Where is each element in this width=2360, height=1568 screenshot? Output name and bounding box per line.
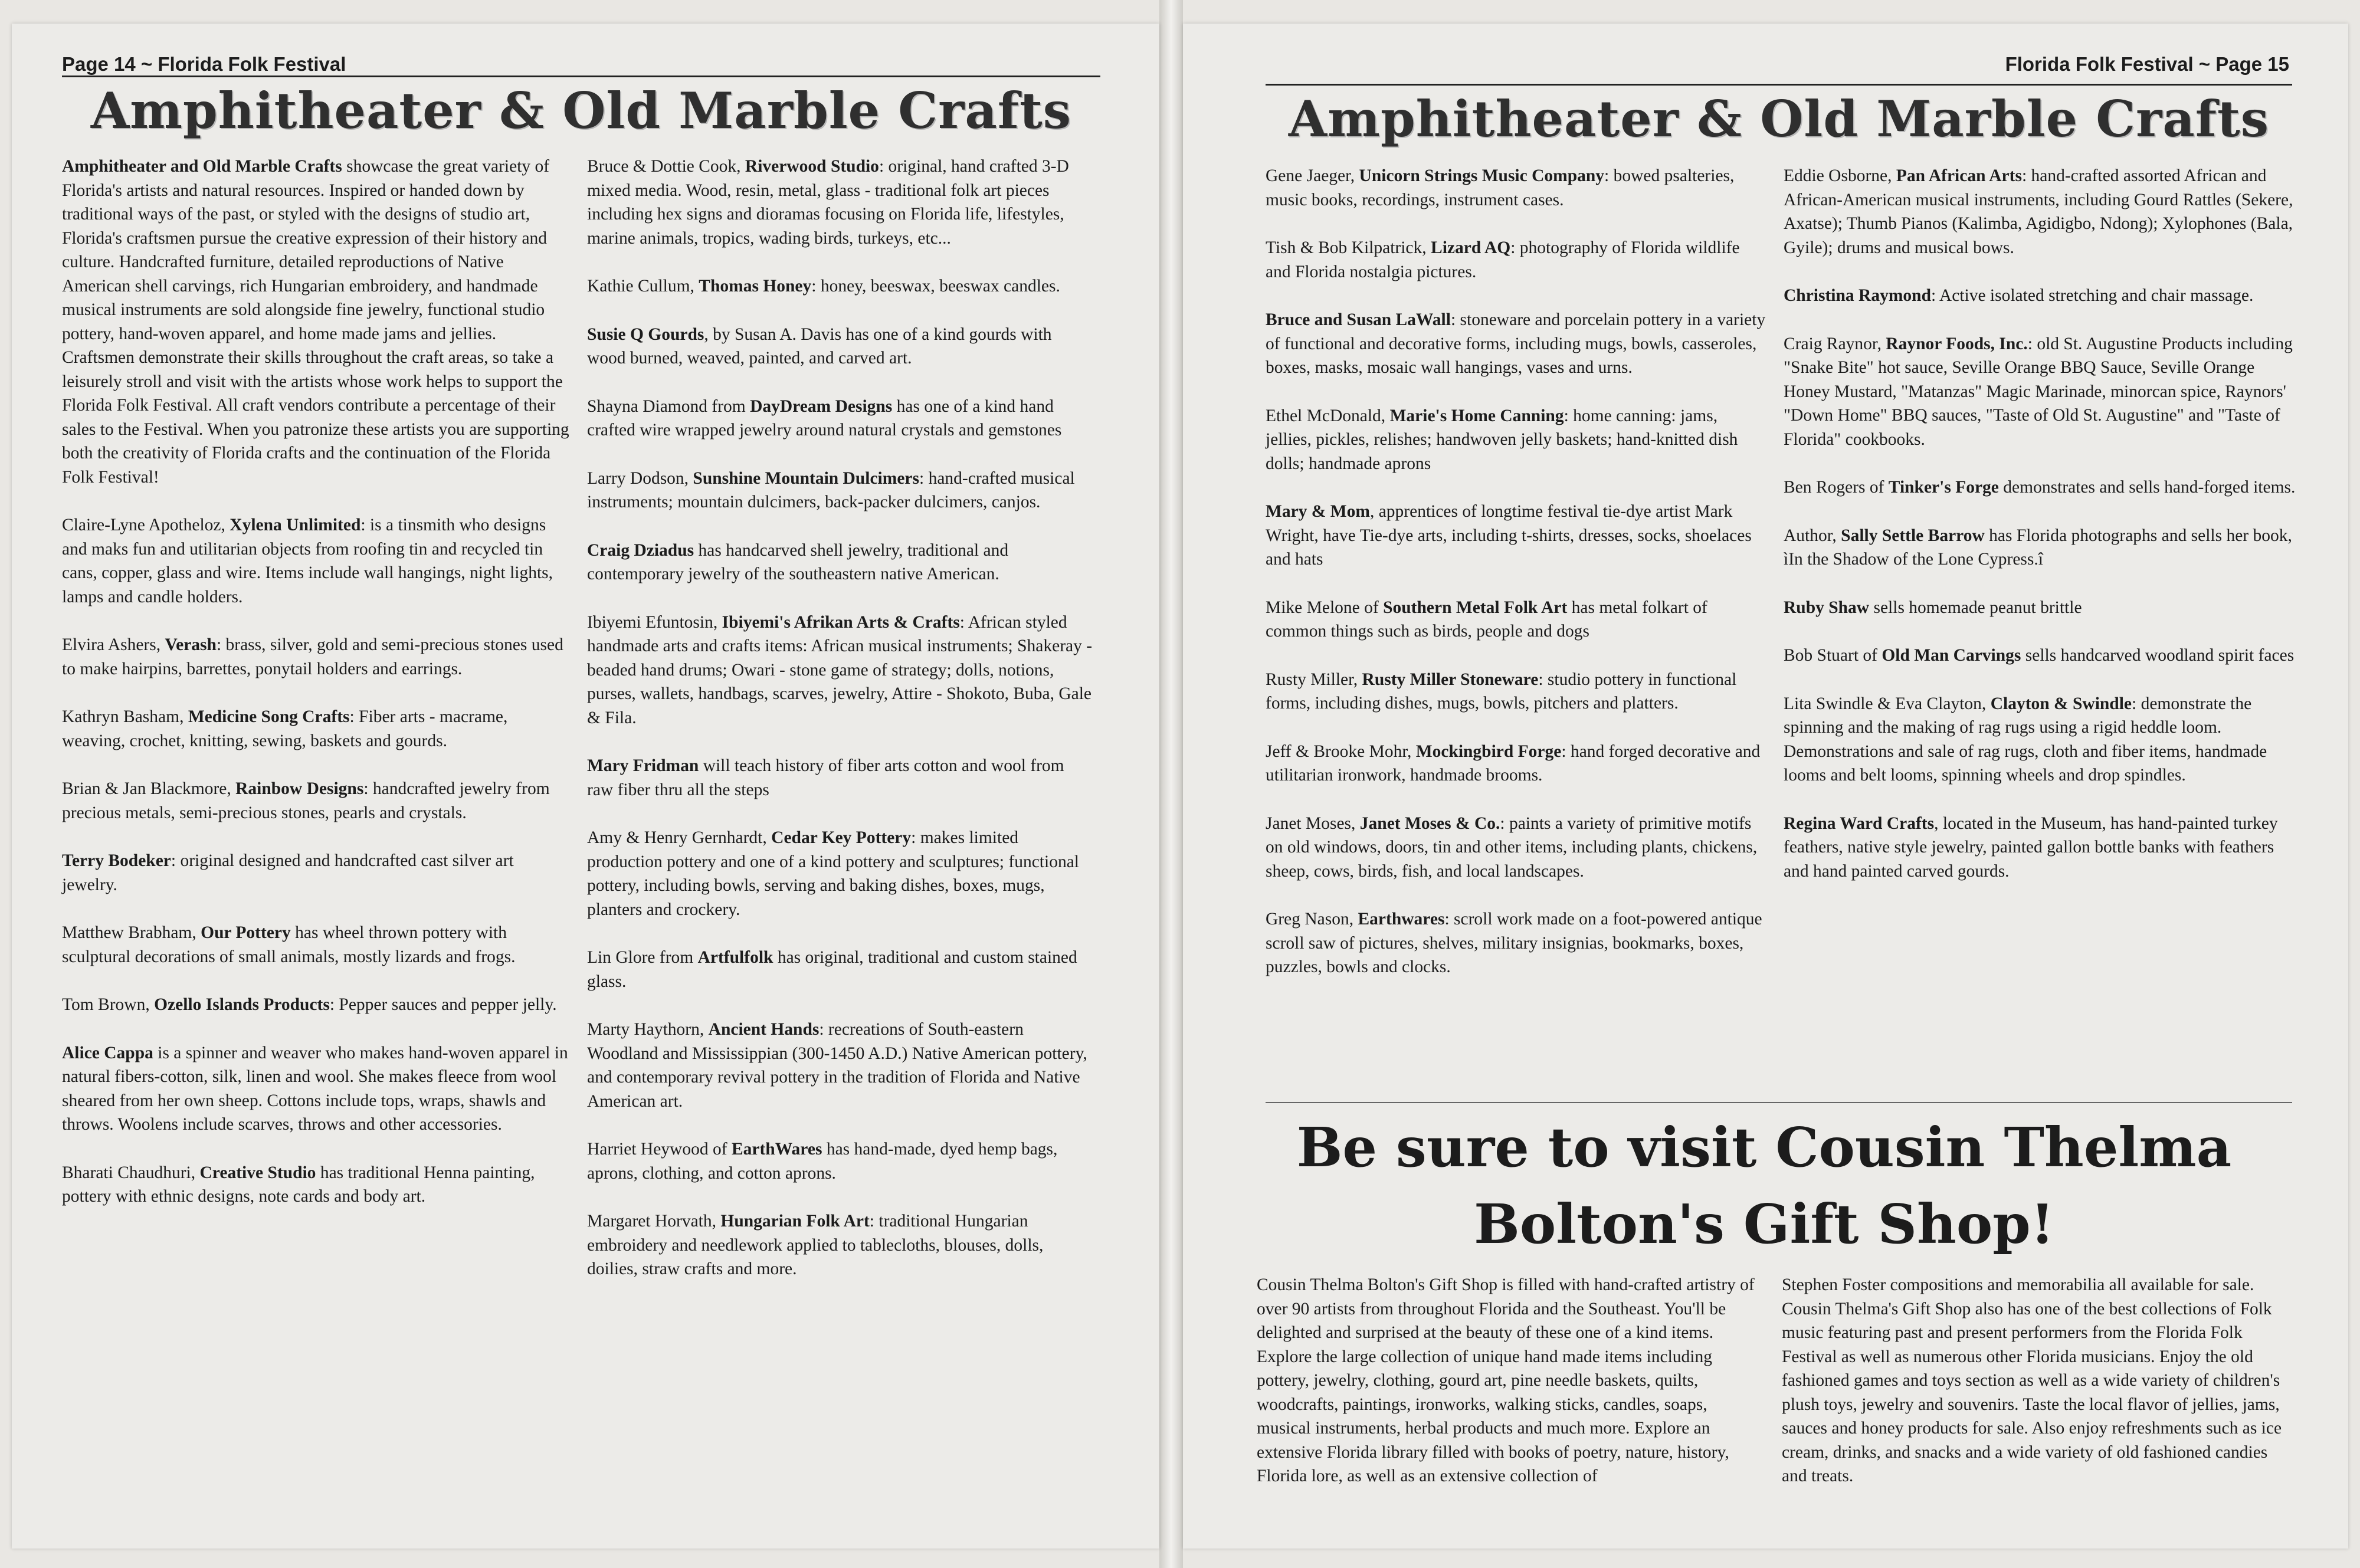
vendor-entry: [587, 1137, 1094, 1185]
right-header-rule: [1266, 84, 2292, 86]
left-column-1: [62, 155, 569, 1233]
left-page: [12, 24, 1159, 1549]
vendor-name: Pan African Arts: [1896, 166, 2022, 185]
vendor-entry: [587, 274, 1094, 298]
vendor-name: Unicorn Strings Music Company: [1359, 166, 1605, 185]
vendor-entry: [62, 777, 569, 825]
vendor-entry: [1266, 740, 1767, 788]
vendor-person: Claire-Lyne Apotheloz,: [62, 516, 230, 534]
vendor-entry: [62, 705, 569, 753]
vendor-name: Craig Dziadus: [587, 540, 694, 560]
vendor-person: Brian & Jan Blackmore,: [62, 779, 236, 798]
vendor-description: : honey, beeswax, beeswax candles.: [811, 277, 1060, 296]
vendor-description: : makes limited production pottery and one of a kind pottery and sculptures; functional pottery, including bowls, serving and baking dishes, boxes, mugs, planters and crockery.: [587, 828, 1079, 919]
vendor-entry: [62, 513, 569, 609]
vendor-person: Ibiyemi Efuntosin,: [587, 612, 722, 632]
vendor-entry: [62, 1161, 569, 1209]
vendor-entry: [587, 826, 1094, 921]
vendor-person: Rusty Miller,: [1266, 670, 1362, 689]
left-page-title: Amphitheater & Old Marble Crafts: [90, 81, 1072, 140]
vendor-entry: [1784, 692, 2297, 788]
left-page-header: Page 14 ~ Florida Folk Festival: [62, 53, 346, 75]
vendor-entry: [62, 849, 569, 897]
vendor-name: Clayton & Swindle: [1990, 694, 2132, 713]
vendor-entry: [1266, 500, 1767, 572]
vendor-name: Old Man Carvings: [1882, 646, 2021, 665]
vendor-person: Bruce & Dottie Cook,: [587, 157, 745, 176]
vendor-description: : Active isolated stretching and chair massage.: [1930, 286, 2254, 305]
vendor-person: Tom Brown,: [62, 995, 155, 1014]
vendor-entry: [1266, 668, 1767, 716]
vendor-name: Southern Metal Folk Art: [1383, 598, 1568, 617]
vendor-person: Author,: [1784, 526, 1841, 545]
vendor-entry: [587, 323, 1094, 370]
vendor-description: : paints a variety of primitive motifs on old windows, doors, tin and other items, including plants, chickens, sheep, cows, birds, fish, and local landscapes.: [1266, 813, 1758, 881]
vendor-entry: [1266, 404, 1767, 476]
vendor-description: : bowed psalteries, music books, recordings, instrument cases.: [1266, 166, 1735, 209]
vendor-person: Marty Haythorn,: [587, 1020, 709, 1039]
vendor-entry: [587, 946, 1094, 993]
vendor-name: Bruce and Susan LaWall: [1266, 310, 1451, 329]
vendor-description: has hand-made, dyed hemp bags, aprons, clothing, and cotton aprons.: [587, 1140, 1058, 1183]
vendor-name: Rusty Miller Stoneware: [1362, 670, 1539, 689]
vendor-name: Artfulfolk: [697, 948, 773, 967]
vendor-entry: [1784, 332, 2297, 452]
vendor-entry: [587, 1209, 1094, 1281]
vendor-name: Cedar Key Pottery: [771, 828, 912, 847]
gift-shop-column-2: [1782, 1273, 2289, 1488]
vendor-description: : handcrafted jewelry from precious metals, semi-precious stones, pearls and crystals.: [62, 779, 550, 822]
page-spine: [1159, 0, 1183, 1568]
vendor-description: : old St. Augustine Products including "Snake Bite" hot sauce, Seville Orange BBQ Sauce, Seville Orange Honey Mustard, "Matanzas" Magic Marinade, minorcan spice, Raynors' "Down Home" BBQ sauces, "Taste of Old St. Augustine" and "Taste of Florida" cookbooks.: [1784, 334, 2293, 449]
vendor-name: Raynor Foods, Inc.: [1886, 334, 2028, 353]
vendor-description: : hand forged decorative and utilitarian ironwork, handmade brooms.: [1266, 742, 1761, 785]
vendor-description: has wheel thrown pottery with sculptural decorations of small animals, mostly lizards and frogs.: [62, 923, 516, 966]
vendor-entry: [1266, 596, 1767, 644]
vendor-name: Rainbow Designs: [235, 779, 364, 798]
gift-shop-text-1: Cousin Thelma Bolton's Gift Shop is filled with hand-crafted artistry of over 90 artists from throughout Florida and the Southeast. You'll be delighted and surprised at the beauty of these one of a kind items. Explore the large collection of unique hand made items including pottery, jewelry, clothing, gourd art, pine needle baskets, quilts, woodcrafts, paintings, ironworks, walking sticks, candles, soaps, musical instruments, herbal products and much more. Explore an extensive Florida library filled with books of poetry, nature, history, Florida lore, as well as an extensive collection of: [1257, 1275, 1755, 1485]
vendor-person: Jeff & Brooke Mohr,: [1266, 742, 1416, 761]
vendor-name: Ruby Shaw: [1784, 598, 1870, 617]
vendor-entry: [1784, 284, 2297, 308]
vendor-person: Larry Dodson,: [587, 468, 693, 488]
vendor-description: : photography of Florida wildlife and Florida nostalgia pictures.: [1266, 238, 1740, 281]
banner-line-2: Bolton's Gift Shop!: [1474, 1192, 2054, 1256]
vendor-description: : brass, silver, gold and semi-precious stones used to make hairpins, barrettes, ponytail holders and earrings.: [62, 635, 563, 678]
vendor-description: : hand-crafted musical instruments; mountain dulcimers, back-packer dulcimers, canjos.: [587, 468, 1075, 511]
vendor-name: Verash: [165, 635, 217, 654]
vendor-description: : home canning: jams, jellies, pickles, relishes; handwoven jelly baskets; hand-knitted dish dolls; handmade aprons: [1266, 406, 1738, 473]
vendor-description: will teach history of fiber arts cotton and wool from raw fiber thru all the steps: [587, 756, 1064, 799]
vendor-person: Elvira Ashers,: [62, 635, 165, 654]
vendor-person: Lin Glore from: [587, 948, 698, 967]
vendor-person: Kathryn Basham,: [62, 707, 188, 726]
vendor-name: DayDream Designs: [750, 396, 893, 416]
gift-shop-text-2: Stephen Foster compositions and memorabilia all available for sale. Cousin Thelma's Gift Shop also has one of the best collections of Folk music featuring past and present performers from the Florida Folk Festival as well as numerous other Florida musicians. Enjoy the old fashioned games and toys section as well as a wide variety of children's plush toys, jewelry and souvenirs. Taste the local flavor of jellies, jams, sauces and honey products for sale. Also enjoy refreshments such as ice cream, drinks, and snacks and a wide variety of old fashioned candies and treats.: [1782, 1275, 2282, 1485]
vendor-description: , by Susan A. Davis has one of a kind gourds with wood burned, weaved, painted, and carved art.: [587, 324, 1052, 368]
vendor-person: Greg Nason,: [1266, 910, 1358, 929]
vendor-entry: [1784, 164, 2297, 260]
right-page-header: Florida Folk Festival ~ Page 15: [2005, 53, 2289, 75]
vendor-person: Mike Melone of: [1266, 598, 1384, 617]
vendor-person: Amy & Henry Gernhardt,: [587, 828, 772, 847]
vendor-entry: [1784, 596, 2297, 620]
vendor-entry: [62, 633, 569, 681]
vendor-name: EarthWares: [731, 1140, 822, 1159]
vendor-name: Ancient Hands: [708, 1020, 820, 1039]
vendor-person: Craig Raynor,: [1784, 334, 1886, 353]
vendor-entry: [1784, 475, 2297, 500]
vendor-name: Our Pottery: [201, 923, 291, 942]
vendor-person: Janet Moses,: [1266, 813, 1360, 833]
vendor-description: : recreations of South-eastern Woodland and Mississippian (300-1450 A.D.) Native American pottery, and contemporary revival pottery in the tradition of Florida and Native American art.: [587, 1020, 1087, 1111]
vendor-description: , apprentices of longtime festival tie-dye artist Mark Wright, have Tie-dye arts, including t-shirts, dresses, socks, shoelaces and hats: [1266, 502, 1752, 569]
vendor-description: has Florida photographs and sells her book, ìIn the Shadow of the Lone Cypress.î: [1784, 526, 2292, 569]
vendor-description: : traditional Hungarian embroidery and needlework applied to tablecloths, blouses, dolls, doilies, straw crafts and more.: [587, 1212, 1044, 1278]
vendor-person: Harriet Heywood of: [587, 1140, 732, 1159]
vendor-person: Margaret Horvath,: [587, 1212, 721, 1231]
vendor-name: Marie's Home Canning: [1389, 406, 1564, 425]
vendor-name: Earthwares: [1358, 910, 1445, 929]
vendor-name: Riverwood Studio: [745, 157, 879, 176]
vendor-name: Lizard AQ: [1431, 238, 1511, 257]
vendor-entry: [587, 467, 1094, 514]
banner-line-1: Be sure to visit Cousin Thelma: [1296, 1116, 2232, 1179]
vendor-name: Sunshine Mountain Dulcimers: [693, 468, 919, 488]
vendor-description: sells handcarved woodland spirit faces: [2021, 646, 2295, 665]
left-column-2: [587, 155, 1094, 1305]
gift-shop-column-1: [1257, 1273, 1764, 1488]
vendor-person: Ethel McDonald,: [1266, 406, 1390, 425]
vendor-description: is a spinner and weaver who makes hand-woven apparel in natural fibers-cotton, silk, linen and wool. She makes fleece from wool sheared from her own sheep. Cottons include tops, wraps, shawls and throws. Woolens include scarves, throws and other accessories.: [62, 1043, 568, 1134]
vendor-description: has metal folkart of common things such as birds, people and dogs: [1266, 598, 1707, 641]
vendor-description: has one of a kind hand crafted wire wrapped jewelry around natural crystals and gemstones: [587, 396, 1062, 439]
right-page-title: Amphitheater & Old Marble Crafts: [1288, 90, 2270, 148]
vendor-entry: [1266, 907, 1767, 979]
vendor-person: Bob Stuart of: [1784, 646, 1882, 665]
vendor-name: Ozello Islands Products: [154, 995, 330, 1014]
right-page: [1183, 24, 2348, 1549]
vendor-entry: [587, 1018, 1094, 1113]
vendor-name: Terry Bodeker: [62, 851, 171, 870]
vendor-description: has handcarved shell jewelry, traditional and contemporary jewelry of the southeastern native American.: [587, 540, 1009, 583]
vendor-name: Thomas Honey: [699, 277, 812, 296]
vendor-name: Mockingbird Forge: [1415, 742, 1562, 761]
vendor-person: Gene Jaeger,: [1266, 166, 1359, 185]
right-column-1: [1266, 164, 1767, 1003]
vendor-entry: [587, 395, 1094, 442]
vendor-name: Mary & Mom: [1266, 502, 1370, 521]
vendor-entry: [1266, 164, 1767, 212]
vendor-entry: [62, 921, 569, 969]
vendor-name: Regina Ward Crafts: [1784, 813, 1935, 833]
vendor-entry: [1266, 812, 1767, 884]
vendor-entry: [1266, 308, 1767, 380]
vendor-description: has original, traditional and custom stained glass.: [587, 948, 1077, 991]
vendor-description: sells homemade peanut brittle: [1869, 598, 2082, 617]
vendor-description: : African styled handmade arts and crafts items: African musical instruments; Shakeray - beaded hand drums; Owari - stone game of strategy; dolls, notions, purses, wallets, handbags, scarves, jewelry, Attire - Shokoto, Buba, Gale & Fila.: [587, 612, 1093, 727]
vendor-name: Amphitheater and Old Marble Crafts: [62, 157, 342, 176]
vendor-description: : scroll work made on a foot-powered antique scroll saw of pictures, shelves, military insignias, bookmarks, boxes, puzzles, bowls and clocks.: [1266, 910, 1762, 976]
vendor-name: Mary Fridman: [587, 756, 699, 775]
vendor-person: Kathie Cullum,: [587, 277, 699, 296]
vendor-description: : is a tinsmith who designs and maks fun and utilitarian objects from roofing tin and recycled tin cans, copper, glass and wire. Items include wall hangings, night lights, lamps and candle holders.: [62, 516, 553, 606]
vendor-description: , located in the Museum, has hand-painted turkey feathers, native style jewelry, painted gallon bottle banks with feathers and hand painted carved gourds.: [1784, 813, 2278, 881]
vendor-name: Hungarian Folk Art: [720, 1212, 870, 1231]
vendor-entry: [587, 754, 1094, 802]
vendor-entry: [62, 1041, 569, 1137]
vendor-description: : studio pottery in functional forms, including dishes, mugs, bowls, pitchers and platters.: [1266, 670, 1737, 713]
vendor-person: Matthew Brabham,: [62, 923, 201, 942]
vendor-description: : Pepper sauces and pepper jelly.: [329, 995, 557, 1014]
vendor-name: Ibiyemi's Afrikan Arts & Crafts: [722, 612, 960, 632]
vendor-description: : hand-crafted assorted African and African-American musical instruments, including Gourd Rattles (Sekere, Axatse); Thumb Pianos (Kalimba, Agidigbo, Ndong); Xylophones (Bala, Gyile); drums and musical bows.: [1784, 166, 2293, 257]
vendor-name: Tinker's Forge: [1888, 478, 1999, 497]
banner-divider: [1266, 1102, 2292, 1103]
vendor-description: demonstrates and sells hand-forged items.: [1998, 478, 2296, 497]
vendor-name: Susie Q Gourds: [587, 324, 704, 344]
vendor-entry: [587, 155, 1094, 250]
vendor-entry: [1784, 812, 2297, 884]
vendor-name: Sally Settle Barrow: [1841, 526, 1985, 545]
vendor-description: : original designed and handcrafted cast silver art jewelry.: [62, 851, 514, 894]
right-column-2: [1784, 164, 2297, 907]
vendor-entry: [587, 539, 1094, 586]
vendor-name: Alice Cappa: [62, 1043, 153, 1062]
vendor-entry: [62, 993, 569, 1017]
vendor-name: Janet Moses & Co.: [1359, 813, 1500, 833]
vendor-entry: [1266, 236, 1767, 284]
vendor-entry: [62, 155, 569, 489]
vendor-person: Shayna Diamond from: [587, 396, 750, 416]
vendor-entry: [1784, 644, 2297, 668]
vendor-person: Tish & Bob Kilpatrick,: [1266, 238, 1431, 257]
gift-shop-banner: [1224, 1109, 2304, 1262]
vendor-name: Xylena Unlimited: [230, 516, 361, 534]
left-header-rule: [62, 76, 1100, 77]
vendor-entry: [1784, 524, 2297, 572]
vendor-person: Ben Rogers of: [1784, 478, 1889, 497]
vendor-name: Medicine Song Crafts: [188, 707, 350, 726]
vendor-description: : demonstrate the spinning and the making of rag rugs using a rigid heddle loom. Demonstrations and sale of rag rugs, cloth and fiber items, handmade looms and belt looms, spinning wheels and drop spindles.: [1784, 694, 2267, 785]
vendor-description: : Fiber arts - macrame, weaving, crochet, knitting, sewing, baskets and gourds.: [62, 707, 508, 750]
vendor-person: Eddie Osborne,: [1784, 166, 1896, 185]
vendor-description: showcase the great variety of Florida's artists and natural resources. Inspired or handed down by traditional ways of the past, or styled with the designs of studio art, Florida's craftsmen pursue the creative expression of their history and culture. Handcrafted furniture, detailed reproductions of Native American shell carvings, rich Hungarian embroidery, and handmade musical instruments are sold alongside fine jewelry, functional studio pottery, hand-woven apparel, and home made jams and jellies. Craftsmen demonstrate their skills throughout the craft areas, so take a leisurely stroll and visit with the artists whose work helps to support the Florida Folk Festival. All craft vendors contribute a percentage of their sales to the Festival. When you patronize these artists you are supporting both the creativity of Florida crafts and the continuation of the Florida Folk Festival!: [62, 157, 569, 487]
vendor-description: : original, hand crafted 3-D mixed media. Wood, resin, metal, glass - traditional folk art pieces including hex signs and dioramas focusing on Florida life, lifestyles, marine animals, tropics, wading birds, turkeys, etc...: [587, 157, 1069, 248]
vendor-entry: [587, 611, 1094, 730]
vendor-name: Creative Studio: [199, 1163, 316, 1182]
vendor-person: Lita Swindle & Eva Clayton,: [1784, 694, 1991, 713]
vendor-description: has traditional Henna painting, pottery with ethnic designs, note cards and body art.: [62, 1163, 535, 1206]
vendor-person: Bharati Chaudhuri,: [62, 1163, 200, 1182]
vendor-description: : stoneware and porcelain pottery in a variety of functional and decorative forms, including mugs, bowls, casseroles, boxes, masks, mosaic wall hangings, vases and urns.: [1266, 310, 1766, 377]
vendor-name: Christina Raymond: [1784, 286, 1931, 305]
